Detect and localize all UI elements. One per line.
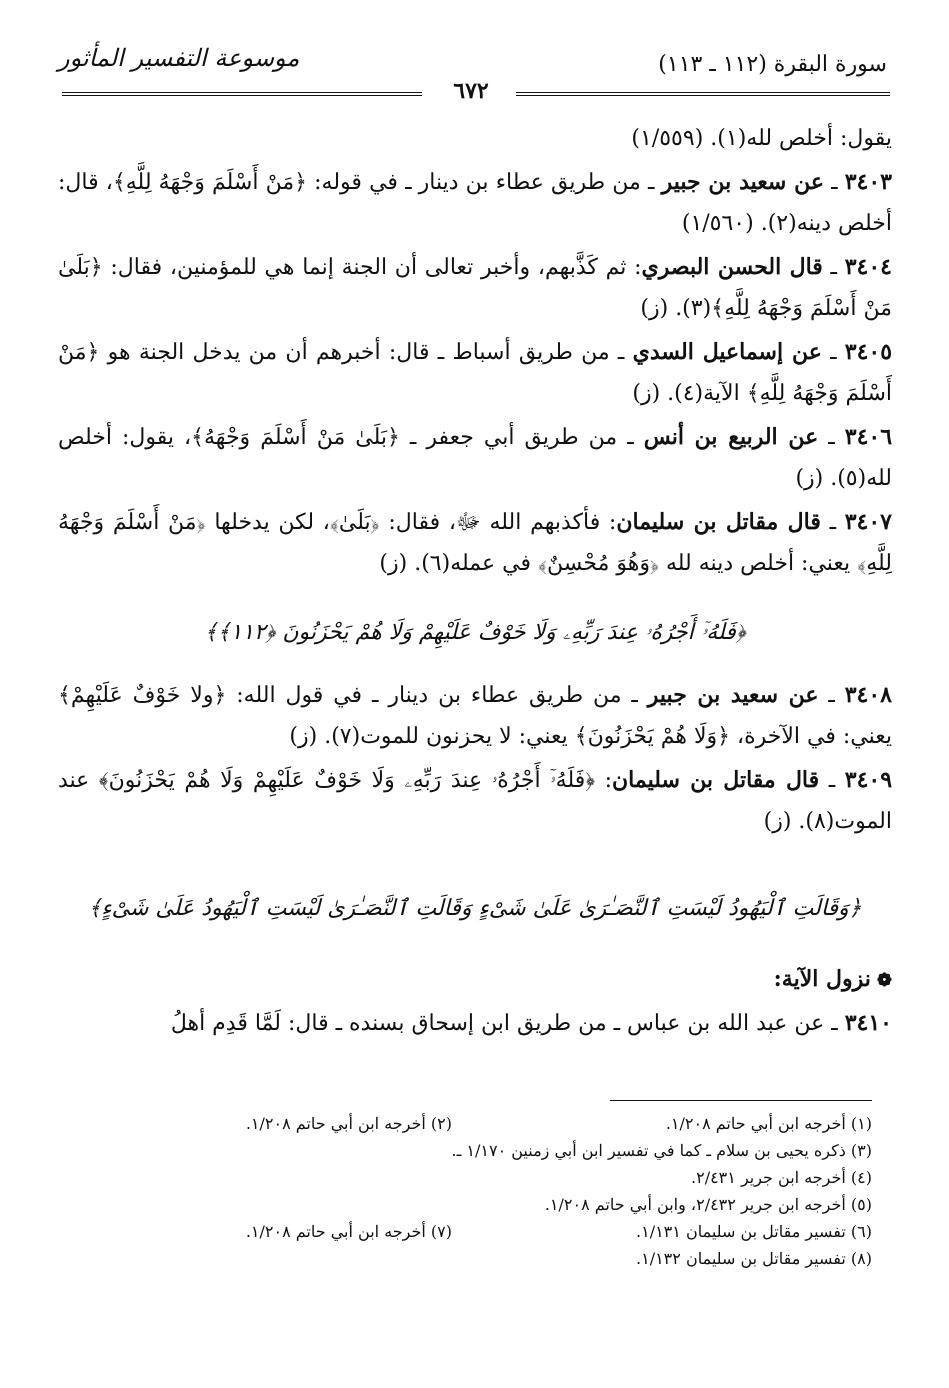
footnote-3: (٣) ذكره يحيى بن سلام ـ كما في تفسير ابن أبي زمنين ١/١٧٠ ـ. (451, 1141, 872, 1160)
footnote-2: (٢) أخرجه ابن أبي حاتم ١/٢٠٨. (245, 1114, 452, 1133)
entry-3407: ٣٤٠٧ ـ قال مقاتل بن سليمان: فأكذبهم الله ﷻ، فقال: ﴿بَلَىٰ﴾، لكن يدخلها ﴿مَنْ أَسْلَمَ وَجْهَهُ لِلَّهِ﴾ يعني: أخلص دينه لله ﴿وَهُوَ مُحْسِنٌ﴾ في عمله(٦). (ز) (58, 509, 892, 576)
main-text (58, 118, 892, 1047)
narrator: قال مقاتل بن سليمان (612, 767, 820, 793)
entry-3408: ٣٤٠٨ ـ عن سعيد بن جبير ـ من طريق عطاء بن دينار ـ في قول الله: ﴿ولا خَوْفٌ عَلَيْهِمْ﴾ يعني: في الآخرة، ﴿وَلَا هُمْ يَحْزَنُونَ﴾ يعني: لا يحزنون للموت(٧). (ز) (58, 682, 892, 749)
footnote-4: (٤) أخرجه ابن جرير ٢/٤٣١. (691, 1168, 872, 1187)
footnotes (150, 1110, 872, 1272)
quran-verse-113: ﴿وَقَالَتِ ٱلْيَهُودُ لَيْسَتِ ٱلنَّصَـٰرَىٰ عَلَىٰ شَىْءٍ وَقَالَتِ ٱلنَّصَـٰرَىٰ لَيْسَتِ ٱلْيَهُودُ عَلَىٰ شَىْءٍ﴾ (88, 896, 862, 921)
flower-ornament-icon: ❁ (876, 970, 892, 991)
footnote-separator (610, 1100, 872, 1101)
header-rule-right (516, 92, 890, 96)
entry-3405: ٣٤٠٥ ـ عن إسماعيل السدي ـ من طريق أسباط ـ قال: أخبرهم أن من يدخل الجنة هو ﴿مَنْ أَسْلَمَ وَجْهَهُ لِلَّهِ﴾ الآية(٤). (ز) (58, 339, 893, 406)
surah-reference: سورة البقرة (١١٢ ـ ١١٣) (658, 52, 887, 77)
footnote-row (150, 1218, 872, 1245)
entry-3406: ٣٤٠٦ ـ عن الربيع بن أنس ـ من طريق أبي جعفر ـ ﴿بَلَىٰ مَنْ أَسْلَمَ وَجْهَهُ﴾، يقول: أخلص لله(٥). (ز) (58, 424, 893, 491)
section-heading: ❁نزول الآية: (773, 966, 892, 992)
book-title: موسوعة التفسير المأثور (58, 44, 300, 72)
footnote-7: (٧) أخرجه ابن أبي حاتم ١/٢٠٨. (245, 1222, 452, 1241)
narrator: قال مقاتل بن سليمان (616, 509, 821, 535)
entry-3403: ٣٤٠٣ ـ عن سعيد بن جبير ـ من طريق عطاء بن دينار ـ في قوله: ﴿مَنْ أَسْلَمَ وَجْهَهُ لِلَّهِ﴾، قال: أخلص دينه(٢). (١/٥٦٠) (58, 169, 892, 236)
entry-3409: ٣٤٠٩ ـ قال مقاتل بن سليمان: ﴿فَلَهُۥٓ أَجْرُهُۥ عِندَ رَبِّهِۦ وَلَا خَوْفٌ عَلَيْهِمْ وَلَا هُمْ يَحْزَنُونَ﴾ عند الموت(٨). (ز) (58, 767, 893, 834)
narrator: عن إسماعيل السدي (632, 339, 822, 365)
footnote-6: (٦) تفسير مقاتل بن سليمان ١/١٣١. (636, 1222, 872, 1241)
footnote-5: (٥) أخرجه ابن جرير ٢/٤٣٢، وابن أبي حاتم ١/٢٠٨. (544, 1195, 872, 1214)
page-number: ٦٧٢ (453, 78, 489, 104)
narrator: قال الحسن البصري (641, 254, 823, 280)
header-rule-left (62, 92, 422, 96)
footnote-8: (٨) تفسير مقاتل بن سليمان ١/١٣٢. (636, 1249, 872, 1268)
quran-verse-112: ﴿فَلَهُۥٓ أَجْرُهُۥ عِندَ رَبِّهِۦ وَلَا خَوْفٌ عَلَيْهِمْ وَلَا هُمْ يَحْزَنُونَ ﴿١١٢﴾﴾ (204, 620, 746, 645)
footnote-row (150, 1110, 872, 1137)
footnote-1: (١) أخرجه ابن أبي حاتم ١/٢٠٨. (665, 1114, 872, 1133)
narrator: عن سعيد بن جبير (661, 169, 824, 195)
entry-3410: ٣٤١٠ ـ عن عبد الله بن عباس ـ من طريق ابن إسحاق بسنده ـ قال: لَمَّا قَدِم أهلُ (170, 1010, 892, 1036)
entry-3404: ٣٤٠٤ ـ قال الحسن البصري: ثم كَذَّبهم، وأخبر تعالى أن الجنة إنما هي للمؤمنين، فقال: ﴿بَلَىٰ مَنْ أَسْلَمَ وَجْهَهُ لِلَّهِ﴾(٣). (ز) (58, 254, 892, 321)
narrator: عن سعيد بن جبير (647, 682, 819, 708)
narrator: عن الربيع بن أنس (643, 424, 819, 450)
entry-continuation: يقول: أخلص لله(١). (١/٥٥٩) (631, 126, 892, 151)
